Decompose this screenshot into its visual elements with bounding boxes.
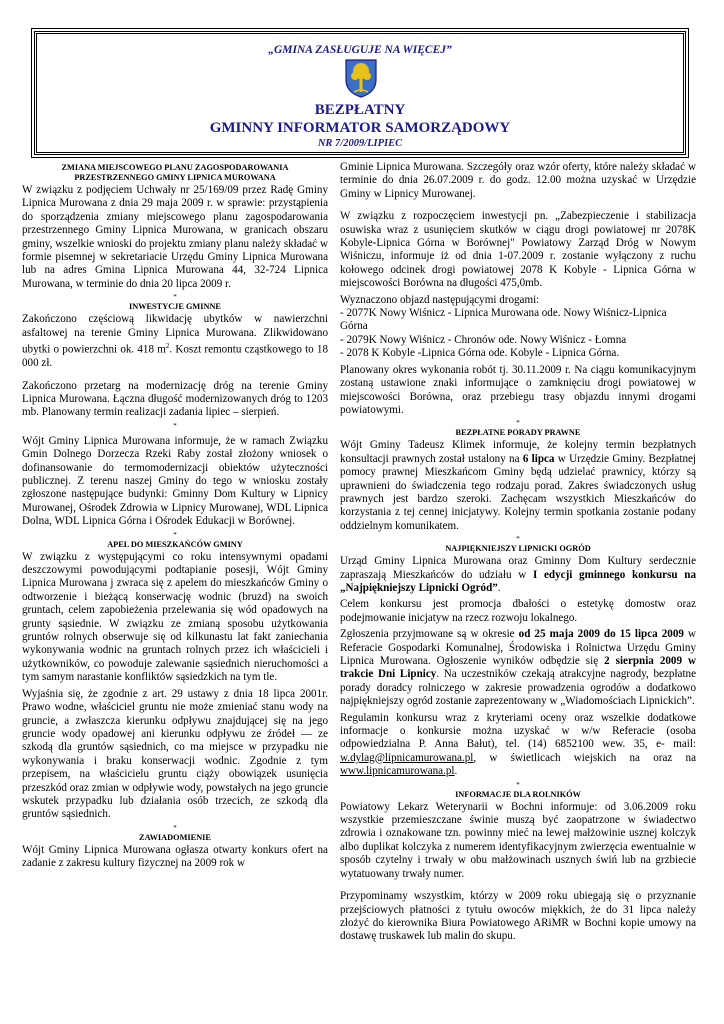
separator-star: * xyxy=(173,823,177,832)
paragraph: Urząd Gminy Lipnica Murowana oraz Gminny Dom Kultury serdecznie zapraszają Mieszkańców do udziału w I edycji gminnego konkursu na „Najpiękniejszy Lipnicki Ogród”. xyxy=(340,555,696,594)
gmina-coat-of-arms-icon xyxy=(344,58,378,98)
section-heading: INFORMACJE DLA ROLNIKÓW xyxy=(455,789,581,799)
paragraph: Zakończono przetarg na modernizację dróg na terenie Gminy Lipnica Murowana. Łączna długość modernizowanych dróg to 1203 mb. Planowany termin realizacji zadania lipiec – sierpień. xyxy=(22,379,328,419)
separator-star: * xyxy=(173,293,177,302)
paragraph: W związku z rozpoczęciem inwestycji pn. „Zabezpieczenie i stabilizacja osuwiska wraz z usunięciem skutków w ciągu drogi powiatowej nr 2078K Kobyle-Lipnica Górna w Borównej" Powiatowy Zarząd Dróg w Nowym Wiśniczu, informuje iż od dnia 1-07.2009 r. zostanie wyłączony z ruchu kołowego odcinek drogi powiatowej 2078 K Kobyle - Lipnica Górna w miejscowości Borówna na długości 475,0mb. xyxy=(340,210,696,290)
detour-list: Wyznaczono objazd następującymi drogami: - 2077K Nowy Wiśnicz - Lipnica Murowana ode. Nowy Wiśnicz-Lipnica Górna - 2079K Nowy Wiśnicz - Chronów ode. Nowy Wiśnicz - Łomna - 2078 K Kobyle -Lipnica Górna ode. Kobyle - Lipnica Górna. xyxy=(340,293,667,360)
paragraph: Zgłoszenia przyjmowane są w okresie od 25 maja 2009 do 15 lipca 2009 w Referacie Gospodarki Komunalnej, Środowiska i Rolnictwa Urzędu Gminy Lipnica Murowana. Ogłoszenie wyników odbędzie się 2 sierpnia 2009 w trakcie Dni Lipnicy. Na uczestników czekają atrakcyjne nagrody, bezpłatne porady doradcy rolniczego w zakresie prowadzenia ogrodów a dodatkowo najpiękniejszy ogród zostanie zaprezentowany w „Wiadomościach Lipnickich”. xyxy=(340,628,697,708)
paragraph: Wójt Gminy Lipnica Murowana informuje, że w ramach Związku Gmin Dolnego Dorzecza Rzeki Raby został złożony wniosek o dofinansowanie do termomodernizacji obiektów użyteczności publicznej. Z terenu naszej Gminy do tego w wniosku zostały zgłoszone następujące budynki: Gminny Dom Kultury w Lipnicy Murowanej, Ośrodek Zdrowia w Lipnicy Murowanej, WDL Lipnica Dolna, WDL Lipnica Górna i Ośrodek Edukacji w Borównej. xyxy=(22,434,328,528)
separator-star: * xyxy=(173,421,177,430)
section-heading: BEZPŁATNE PORADY PRAWNE xyxy=(455,428,581,438)
masthead xyxy=(34,31,686,155)
section-heading: ZMIANA MIEJSCOWEGO PLANU ZAGOSPODAROWANIA PRZESTRZENNEGO GMINY LIPNICA MUROWANA xyxy=(61,163,289,182)
left-column xyxy=(22,161,328,874)
paragraph: Planowany okres wykonania robót tj. 30.11.2009 r. Na ciągu komunikacyjnym zostaną ustawione znaki informujące o zamknięciu drogi powiatowej w miejscowości Borówna, oraz przebiegu trasy objazdu innymi drogami powiatowymi. xyxy=(340,363,696,416)
paragraph: Gminie Lipnica Murowana. Szczegóły oraz wzór oferty, które należy składać w terminie do dnia 26.07.2009 r. do godz. 12.00 można uzyskać w Urzędzie Gminy w Lipnicy Murowanej. xyxy=(340,161,696,200)
section-heading: ZAWIADOMIENIE xyxy=(139,832,211,842)
paragraph: Przypominamy wszystkim, którzy w 2009 roku ubiegają się o przyznanie przejściowych płatności z tytułu owoców miękkich, że do 31 lipca należy złożyć do kierownika Biura Powiatowego ARiMR w Bochni kopie umowy na dostawę truskawek lub malin do skupu. xyxy=(340,890,696,943)
paragraph: Wójt Gminy Lipnica Murowana ogłasza otwarty konkurs ofert na zadanie z zakresu kultury fizycznej na 2009 rok w xyxy=(22,843,328,870)
paragraph: Wójt Gminy Tadeusz Klimek informuje, że kolejny termin bezpłatnych konsultacji prawnych został ustalony na 6 lipca w Urzędzie Gminy. Bezpłatnej pomocy prawnej Mieszkańcom Gminy będą udzielać prawnicy, którzy są uprawnieni do świadczenia tego rodzaju porad. Zakres świadczonych usług prawnych jest bardzo szeroki. Zachęcam wszystkich Mieszkańców do korzystania z tej cennej inicjatywy. Kolejny termin spotkania zostanie podany oddzielnym komunikatem. xyxy=(340,439,696,532)
paragraph: Zakończono częściową likwidację ubytków w nawierzchni asfaltowej na terenie Gminy Lipnica Murowana. Zlikwidowano ubytki o powierzchni ok. 418 $m^2$. Koszt remontu cząstkowego to 18 000 zł. xyxy=(22,313,328,370)
issue-number: NR 7/2009/LIPIEC xyxy=(317,138,403,149)
separator-star: * xyxy=(516,780,520,789)
paragraph: Regulamin konkursu wraz z kryteriami oceny oraz wszelkie dodatkowe informacje o konkursie można uzyskać w w/w Referacie (osoba odpowiedzialna P. Anna Bałut), tel. (14) 6852100 wew. 35, e- mail: w.dylag@lipnicamurowana.pl, w świetlicach wiejskich na oraz na www.lipnicamurowana.pl. xyxy=(340,711,696,778)
motto: „GMINA ZASŁUGUJE NA WIĘCEJ” xyxy=(268,44,452,56)
paragraph: W związku z występującymi co roku intensywnymi opadami deszczowymi powodującymi podtapianie posesji, Wójt Gminy Lipnica Murowana j zwraca się z apelem do mieszkańców Gminy o odtworzenie i bieżącą konserwację wodnic (bruzd) na swoich gruntach, celem zapobieżenia przelewania się wód opadowych na grunty sąsiednie. W związku ze zmianą sposobu użytkowania gruntów rolnych obserwuje się od kilkunastu lat fakt zaniechania wykonywania wodnic na gruntach rolnych przez ich właścicieli i użytkowników, co powoduje zalewanie sąsiednich nieruchomości a tym samym narastanie konfliktów sąsiedzkich na tym tle. xyxy=(22,550,328,684)
paragraph: Wyjaśnia się, że zgodnie z art. 29 ustawy z dnia 18 lipca 2001r. Prawo wodne, właściciel gruntu nie może zmieniać stanu wody na gruncie, a zwłaszcza kierunku odpływu znajdującej się na jego gruncie wody opadowej ani kierunku odpływu ze źródeł — ze szkodą dla gruntów sąsiednich, co ma miejsce w przypadku nie wykonywania i braku konserwacji wodnic. Zgodnie z tym przepisem, na właścicielu gruntu ciąży obowiązek usunięcia przeszkód oraz zmian w odpływie wody, powstałych na jego gruncie wskutek przypadku lub działania osób trzecich, ze szkodą dla gruntów sąsiednich. xyxy=(22,687,328,821)
website-link[interactable]: www.lipnicamurowana.pl xyxy=(340,765,455,778)
section-heading: INWESTYCJE GMINNE xyxy=(129,302,221,312)
title-line-2: GMINNY INFORMATOR SAMORZĄDOWY xyxy=(209,120,511,136)
paragraph: Powiatowy Lekarz Weterynarii w Bochni informuje: od 3.06.2009 roku wszystkie przemieszczane świnie muszą być zaopatrzone w świadectwo zdrowia i oznakowane tzn. powinny mieć na lewej małżowinie usznej kolczyk albo duplikat kolczyka z numerem identyfikacyjnym zwierzęcia ewentualnie w sposób czytelny i trwały w obu małżowinach usznych świń lub na grzbiecie wytatuowany trwały numer. xyxy=(340,800,696,880)
separator-star: * xyxy=(173,530,177,539)
section-heading: APEL DO MIESZKAŃCÓW GMINY xyxy=(107,539,243,549)
title-line-1: BEZPŁATNY xyxy=(314,102,406,118)
right-column xyxy=(340,161,696,947)
email-link[interactable]: w.dylag@lipnicamurowana.pl xyxy=(340,751,474,764)
paragraph: Celem konkursu jest promocja dbałości o estetykę domostw oraz podejmowanie inicjatyw na rzecz rozwoju lokalnego. xyxy=(340,598,696,624)
separator-star: * xyxy=(516,419,520,428)
paragraph: W związku z podjęciem Uchwały nr 25/169/09 przez Radę Gminy Lipnica Murowana z dnia 29 maja 2009 r. w sprawie: przystąpienia do sporządzenia zmiany miejscowego planu zagospodarowania przestrzennego Gminy Lipnica Murowana, w granicach obszaru gminy, wszelkie wnioski do projektu zmiany planu należy składać w formie pisemnej w sekretariacie Urzędu Gminy Lipnica Murowana lub na adres Gmina Lipnica Murowana 44, 32-724 Lipnica Murowana, w terminie do dnia 20 lipca 2009 r. xyxy=(22,184,328,290)
section-heading: NAJPIĘKNIEJSZY LIPNICKI OGRÓD xyxy=(445,544,591,554)
separator-star: * xyxy=(516,535,520,544)
